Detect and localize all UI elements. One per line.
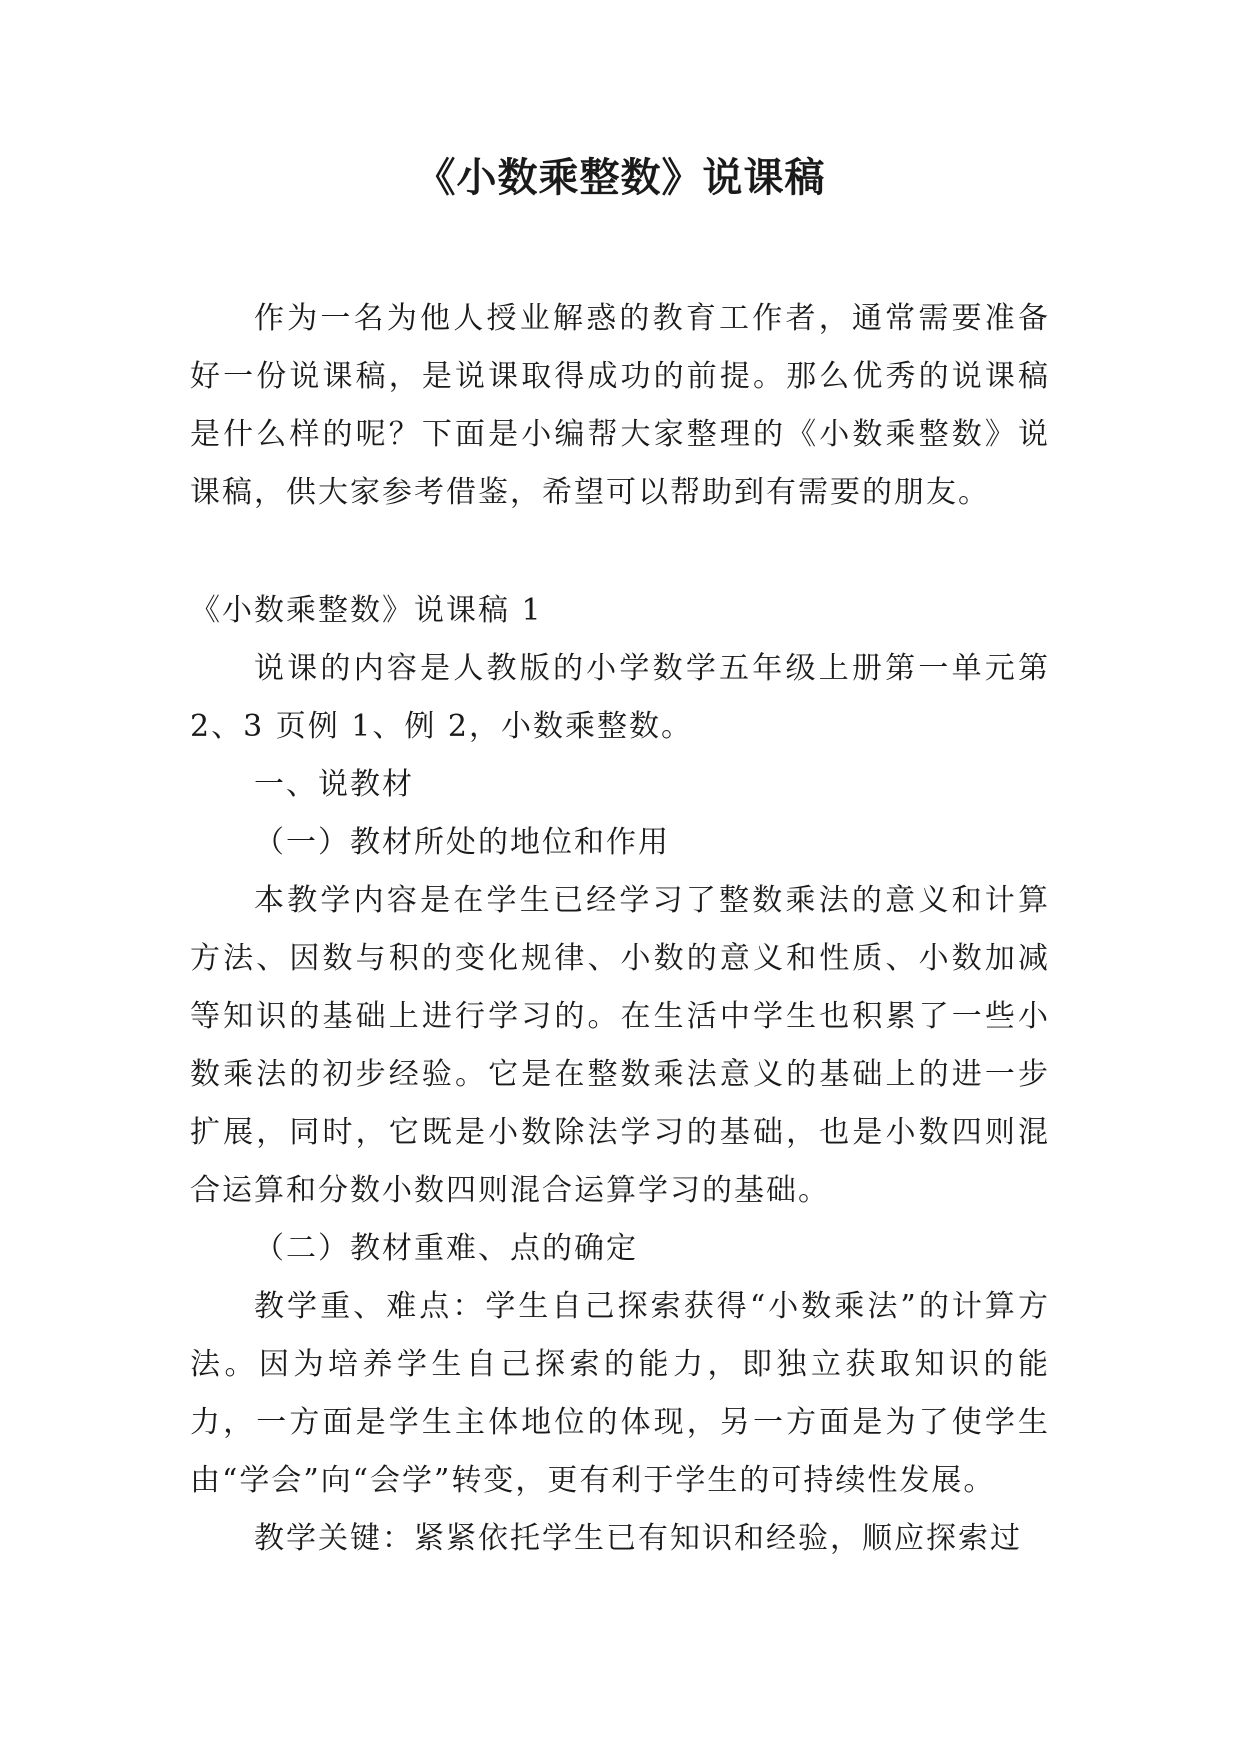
paragraph-lesson-content: 说课的内容是人教版的小学数学五年级上册第一单元第 2、3 页例 1、例 2，小数乘整数。	[190, 651, 1050, 744]
document-title: 《小数乘整数》说课稿	[415, 155, 826, 201]
section-heading: 《小数乘整数》说课稿 1	[190, 593, 543, 628]
subheading-key-points: （二）教材重难、点的确定	[254, 1231, 638, 1266]
spacer	[190, 522, 1050, 582]
paragraph-teaching-key: 教学关键：紧紧依托学生已有知识和经验，顺应探索过	[254, 1521, 1022, 1556]
document-body	[190, 290, 1050, 1568]
heading-textbook: 一、说教材	[254, 767, 414, 802]
paragraph-position-role: 本教学内容是在学生已经学习了整数乘法的意义和计算方法、因数与积的变化规律、小数的意义和性质、小数加减等知识的基础上进行学习的。在生活中学生也积累了一些小数乘法的初步经验。它是在整数乘法意义的基础上的进一步扩展，同时，它既是小数除法学习的基础，也是小数四则混合运算和分数小数四则混合运算学习的基础。	[190, 883, 1050, 1208]
subheading-position-role: （一）教材所处的地位和作用	[254, 825, 670, 860]
intro-paragraph: 作为一名为他人授业解惑的教育工作者，通常需要准备好一份说课稿，是说课取得成功的前提。那么优秀的说课稿是什么样的呢？下面是小编帮大家整理的《小数乘整数》说课稿，供大家参考借鉴，希望可以帮助到有需要的朋友。	[190, 301, 1050, 510]
paragraph-key-points: 教学重、难点：学生自己探索获得“小数乘法”的计算方法。因为培养学生自己探索的能力，即独立获取知识的能力，一方面是学生主体地位的体现，另一方面是为了使学生由“学会”向“会学”转变，更有利于学生的可持续性发展。	[190, 1289, 1050, 1498]
